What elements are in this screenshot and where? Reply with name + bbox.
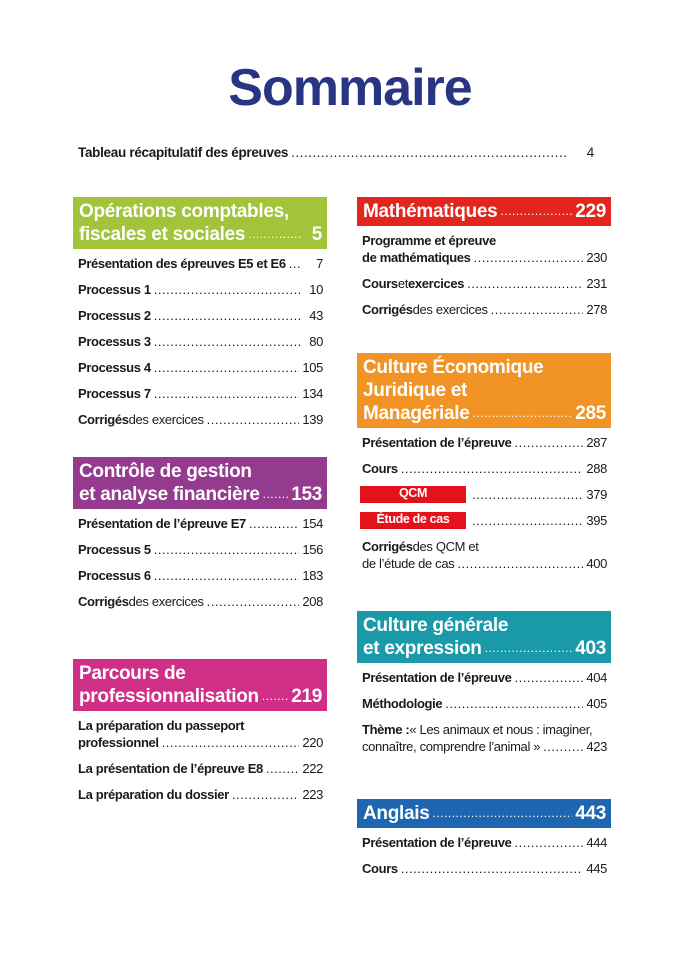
entry-page: 288 bbox=[586, 461, 607, 476]
entry-line bbox=[362, 486, 607, 503]
entry-line bbox=[362, 555, 607, 572]
entry-bold-text: de mathématiques bbox=[362, 250, 471, 265]
section-entries bbox=[357, 428, 611, 572]
section-page: 443 bbox=[575, 803, 606, 824]
toc-entry[interactable] bbox=[78, 411, 323, 428]
dot-leader bbox=[543, 738, 583, 755]
section-title-text: Mathématiques bbox=[363, 201, 498, 222]
section-title-line bbox=[79, 460, 322, 483]
entry-bold-text: Processus 3 bbox=[78, 334, 151, 349]
entry-page: 231 bbox=[586, 276, 607, 291]
entry-line bbox=[78, 385, 323, 402]
entry-page: 404 bbox=[586, 670, 607, 685]
section-title-text: Contrôle de gestion bbox=[79, 461, 252, 482]
entry-page: 395 bbox=[586, 513, 607, 528]
section-title-text: Culture Économique bbox=[363, 357, 544, 378]
dot-leader bbox=[291, 145, 567, 160]
entry-first-line bbox=[362, 721, 607, 738]
section-title-text: professionnalisation bbox=[79, 686, 259, 707]
entry-bold-text: professionnel bbox=[78, 735, 159, 750]
entry-text: des exercices bbox=[128, 594, 204, 609]
toc-entry[interactable] bbox=[78, 567, 323, 584]
entry-bold-text: Présentation des épreuves E5 et E6 bbox=[78, 256, 286, 271]
entry-bold-text: Corrigés bbox=[362, 539, 413, 554]
entry-bold-text: Présentation de l’épreuve bbox=[362, 435, 512, 450]
dot-leader bbox=[249, 515, 299, 532]
entry-bold-text: Processus 4 bbox=[78, 360, 151, 375]
toc-entry[interactable] bbox=[78, 593, 323, 610]
entry-line bbox=[78, 541, 323, 558]
entry-page: 444 bbox=[586, 835, 607, 850]
toc-entry[interactable] bbox=[362, 512, 607, 529]
entry-line bbox=[78, 593, 323, 610]
entry-bold-text: Processus 2 bbox=[78, 308, 151, 323]
dot-leader bbox=[232, 786, 299, 803]
section-header[interactable] bbox=[73, 457, 327, 509]
entry-bold-text: Méthodologie bbox=[362, 696, 443, 711]
dot-leader bbox=[207, 411, 300, 428]
entry-page: 423 bbox=[586, 739, 607, 754]
entry-line bbox=[362, 249, 607, 266]
entry-bold-text: La présentation de l’épreuve E8 bbox=[78, 761, 263, 776]
section-title-text: Managériale bbox=[363, 403, 470, 424]
dot-leader bbox=[457, 555, 583, 572]
entry-page: 223 bbox=[302, 787, 323, 802]
dot-leader bbox=[154, 567, 300, 584]
section-header[interactable] bbox=[73, 659, 327, 711]
toc-entry[interactable] bbox=[78, 515, 323, 532]
section-pp bbox=[73, 659, 327, 812]
entry-line bbox=[78, 411, 323, 428]
dot-leader bbox=[262, 685, 288, 708]
entry-bold-text: Corrigés bbox=[78, 594, 129, 609]
entry-tag: Étude de cas bbox=[360, 512, 466, 529]
section-title-line bbox=[79, 223, 322, 246]
entry-bold-text: Présentation de l’épreuve bbox=[362, 670, 512, 685]
entry-page: 278 bbox=[586, 302, 607, 317]
entry-page: 7 bbox=[316, 256, 323, 271]
entry-page: 156 bbox=[302, 542, 323, 557]
dot-leader bbox=[154, 281, 302, 298]
entry-line bbox=[362, 695, 607, 712]
entry-page: 183 bbox=[302, 568, 323, 583]
entry-text: « Les animaux et nous : imaginer, bbox=[409, 722, 593, 737]
dot-leader bbox=[266, 760, 299, 777]
section-page: 403 bbox=[575, 638, 606, 659]
entry-text: Programme et épreuve bbox=[362, 233, 496, 248]
section-title-line bbox=[363, 379, 606, 402]
section-title-line bbox=[363, 802, 606, 825]
toc-entry[interactable] bbox=[362, 486, 607, 503]
toc-entry[interactable] bbox=[362, 669, 607, 686]
dot-leader bbox=[401, 460, 584, 477]
dot-leader bbox=[514, 434, 583, 451]
toc-entry[interactable] bbox=[78, 786, 323, 803]
toc-entry[interactable] bbox=[78, 255, 323, 272]
entry-page: 445 bbox=[586, 861, 607, 876]
entry-line bbox=[78, 281, 323, 298]
section-page: 5 bbox=[311, 224, 322, 245]
section-entries bbox=[73, 249, 327, 428]
entry-page: 154 bbox=[302, 516, 323, 531]
section-header[interactable] bbox=[73, 197, 327, 249]
toc-entry[interactable] bbox=[362, 275, 607, 292]
section-title-text: Anglais bbox=[363, 803, 430, 824]
entry-bold-text: La préparation du dossier bbox=[78, 787, 229, 802]
toc-entry[interactable] bbox=[362, 232, 607, 266]
entry-page: 230 bbox=[586, 250, 607, 265]
entry-line bbox=[78, 359, 323, 376]
section-title-line bbox=[363, 356, 606, 379]
section-title-line bbox=[363, 637, 606, 660]
section-title-line bbox=[363, 614, 606, 637]
page-title: Sommaire bbox=[228, 59, 472, 117]
entry-bold-text: Processus 7 bbox=[78, 386, 151, 401]
entry-line bbox=[362, 512, 607, 529]
section-title-line bbox=[363, 402, 606, 425]
recap-page: 4 bbox=[586, 145, 594, 160]
entry-line bbox=[78, 515, 323, 532]
section-title-text: et analyse financière bbox=[79, 484, 260, 505]
entry-page: 134 bbox=[302, 386, 323, 401]
section-entries bbox=[357, 663, 611, 755]
dot-leader bbox=[472, 512, 583, 529]
entry-bold-text: Processus 1 bbox=[78, 282, 151, 297]
section-entries bbox=[73, 711, 327, 803]
section-title-text: Juridique et bbox=[363, 380, 468, 401]
dot-leader bbox=[154, 385, 300, 402]
entry-page: 220 bbox=[302, 735, 323, 750]
section-header[interactable] bbox=[357, 353, 611, 428]
entry-line bbox=[78, 255, 323, 272]
entry-line bbox=[78, 760, 323, 777]
section-header[interactable] bbox=[357, 611, 611, 663]
dot-leader bbox=[467, 275, 583, 292]
entry-text: des exercices bbox=[412, 302, 488, 317]
dot-leader bbox=[263, 483, 289, 506]
entry-page: 400 bbox=[586, 556, 607, 571]
toc-entry[interactable] bbox=[78, 281, 323, 298]
section-cejm bbox=[357, 353, 611, 581]
section-title-text: fiscales et sociales bbox=[79, 224, 246, 245]
toc-entry[interactable] bbox=[362, 695, 607, 712]
dot-leader bbox=[474, 249, 584, 266]
entry-page: 287 bbox=[586, 435, 607, 450]
entry-bold-text: Processus 5 bbox=[78, 542, 151, 557]
entry-line bbox=[78, 567, 323, 584]
entry-line bbox=[78, 333, 323, 350]
entry-line bbox=[362, 738, 607, 755]
entry-page: 139 bbox=[302, 412, 323, 427]
dot-leader bbox=[473, 402, 573, 425]
entry-text: connaître, comprendre l’animal » bbox=[362, 739, 541, 754]
section-page: 153 bbox=[291, 484, 322, 505]
recap-label: Tableau récapitulatif des épreuves bbox=[78, 145, 289, 160]
entry-bold-text: Thème : bbox=[362, 722, 410, 737]
entry-line bbox=[362, 669, 607, 686]
section-title-text: Opérations comptables, bbox=[79, 201, 289, 222]
dot-leader bbox=[207, 593, 300, 610]
section-title-line bbox=[363, 200, 606, 223]
entry-bold-text: exercices bbox=[407, 276, 465, 291]
section-title-line bbox=[79, 483, 322, 506]
dot-leader bbox=[154, 307, 302, 324]
entry-text: et bbox=[397, 276, 408, 291]
dot-leader bbox=[514, 669, 583, 686]
entry-bold-text: Corrigés bbox=[362, 302, 413, 317]
section-entries bbox=[357, 226, 611, 318]
toc-entry[interactable] bbox=[78, 760, 323, 777]
entry-line bbox=[362, 434, 607, 451]
dot-leader bbox=[154, 333, 302, 350]
toc-entry[interactable] bbox=[78, 717, 323, 751]
entry-bold-text: Processus 6 bbox=[78, 568, 151, 583]
section-entries bbox=[357, 828, 611, 877]
toc-entry[interactable] bbox=[78, 333, 323, 350]
entry-page: 222 bbox=[302, 761, 323, 776]
entry-page: 405 bbox=[586, 696, 607, 711]
section-title-line bbox=[79, 685, 322, 708]
entry-bold-text: Présentation de l’épreuve bbox=[362, 835, 512, 850]
entry-tag: QCM bbox=[360, 486, 466, 503]
toc-entry[interactable] bbox=[78, 359, 323, 376]
entry-text: de l’étude de cas bbox=[362, 556, 455, 571]
section-header[interactable] bbox=[357, 197, 611, 226]
section-header[interactable] bbox=[357, 799, 611, 828]
section-ang bbox=[357, 799, 611, 886]
dot-leader bbox=[500, 200, 572, 223]
toc-entry[interactable] bbox=[78, 541, 323, 558]
entry-line bbox=[78, 786, 323, 803]
entry-page: 43 bbox=[309, 308, 323, 323]
dot-leader bbox=[289, 255, 302, 272]
entry-first-line bbox=[78, 717, 323, 734]
section-page: 285 bbox=[575, 403, 606, 424]
section-title-text: Culture générale bbox=[363, 615, 509, 636]
entry-first-line bbox=[362, 232, 607, 249]
toc-entry[interactable] bbox=[78, 307, 323, 324]
recap-entry[interactable] bbox=[78, 145, 594, 160]
entry-first-line bbox=[362, 538, 607, 555]
entry-bold-text: Cours bbox=[362, 861, 398, 876]
section-ops bbox=[73, 197, 327, 437]
entry-line bbox=[362, 860, 607, 877]
toc-entry[interactable] bbox=[362, 434, 607, 451]
dot-leader bbox=[485, 637, 573, 660]
section-title-text: et expression bbox=[363, 638, 482, 659]
entry-text: des exercices bbox=[128, 412, 204, 427]
entry-text: La préparation du passeport bbox=[78, 718, 245, 733]
toc-entry[interactable] bbox=[362, 721, 607, 755]
entry-bold-text: Cours bbox=[362, 461, 398, 476]
section-entries bbox=[73, 509, 327, 610]
dot-leader bbox=[401, 860, 584, 877]
toc-entry[interactable] bbox=[362, 460, 607, 477]
entry-line bbox=[362, 275, 607, 292]
section-page: 219 bbox=[291, 686, 322, 707]
section-title-line bbox=[79, 200, 322, 223]
entry-bold-text: Cours bbox=[362, 276, 398, 291]
entry-bold-text: Corrigés bbox=[78, 412, 129, 427]
entry-bold-text: Présentation de l’épreuve E7 bbox=[78, 516, 246, 531]
entry-page: 379 bbox=[586, 487, 607, 502]
section-cge bbox=[357, 611, 611, 764]
section-title-line bbox=[79, 662, 322, 685]
dot-leader bbox=[491, 301, 584, 318]
section-page: 229 bbox=[575, 201, 606, 222]
entry-page: 105 bbox=[302, 360, 323, 375]
section-cg bbox=[73, 457, 327, 619]
entry-page: 10 bbox=[309, 282, 323, 297]
dot-leader bbox=[154, 541, 300, 558]
entry-line bbox=[362, 301, 607, 318]
dot-leader bbox=[433, 802, 573, 825]
toc-entry[interactable] bbox=[362, 301, 607, 318]
dot-leader bbox=[162, 734, 300, 751]
toc-entry[interactable] bbox=[78, 385, 323, 402]
toc-entry[interactable] bbox=[362, 860, 607, 877]
entry-page: 80 bbox=[309, 334, 323, 349]
dot-leader bbox=[248, 223, 301, 246]
entry-page: 208 bbox=[302, 594, 323, 609]
dot-leader bbox=[514, 834, 583, 851]
dot-leader bbox=[445, 695, 583, 712]
dot-leader bbox=[472, 486, 583, 503]
dot-leader bbox=[154, 359, 300, 376]
entry-line bbox=[362, 834, 607, 851]
entry-line bbox=[78, 307, 323, 324]
section-title-text: Parcours de bbox=[79, 663, 186, 684]
entry-text: des QCM et bbox=[412, 539, 479, 554]
entry-line bbox=[362, 460, 607, 477]
entry-line bbox=[78, 734, 323, 751]
toc-entry[interactable] bbox=[362, 834, 607, 851]
section-math bbox=[357, 197, 611, 327]
toc-entry[interactable] bbox=[362, 538, 607, 572]
